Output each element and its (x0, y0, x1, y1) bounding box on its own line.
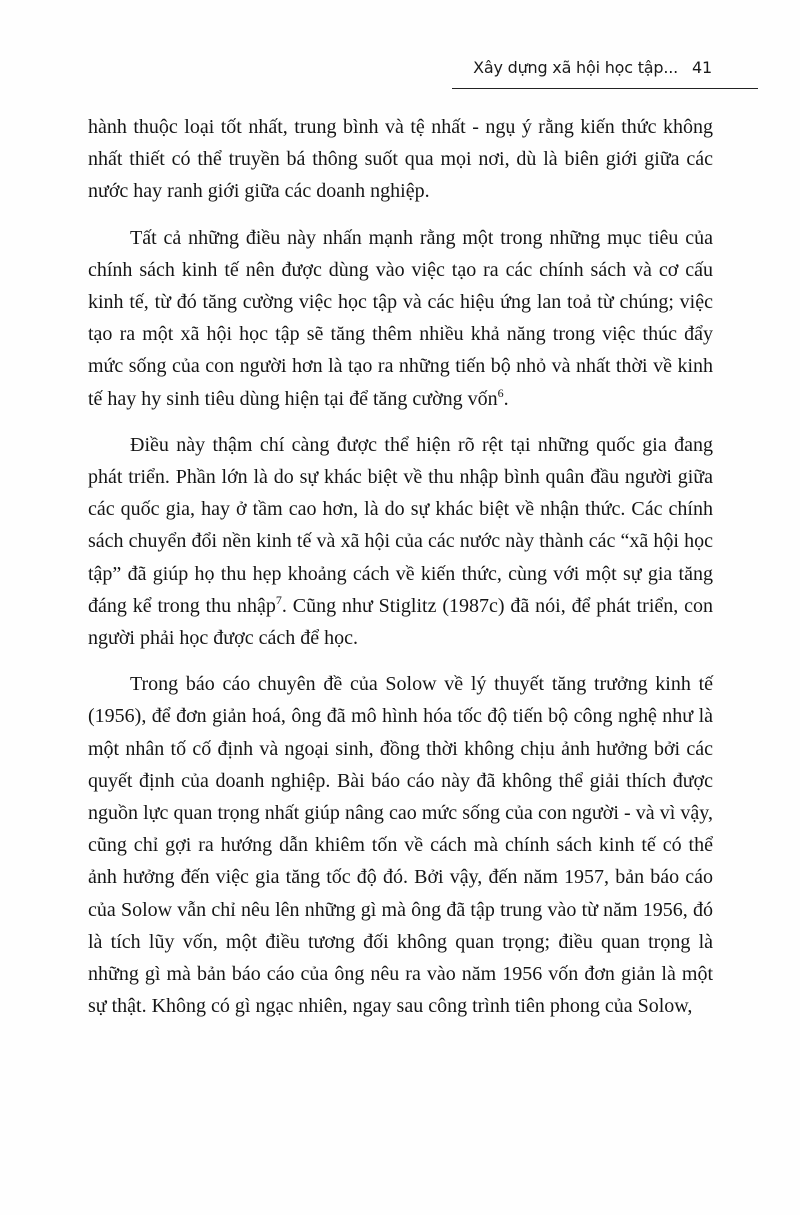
running-header (452, 58, 758, 89)
paragraph-3 (88, 429, 713, 654)
paragraph-3-end: . Cũng như Stiglitz (1987c) đã nói, để phát triển, con người phải học được cách để học. (88, 594, 714, 650)
body-text (88, 111, 713, 1036)
paragraph-4: Trong báo cáo chuyên đề của Solow về lý thuyết tăng trưởng kinh tế (1956), để đơn giản hoá, ông đã mô hình hóa tốc độ tiến bộ công nghệ như là một nhân tố cố định và ngoại sinh, đồng thời không chịu ảnh hưởng bởi các quyết định của doanh nghiệp. Bài báo cáo này đã không thể giải thích được nguồn lực quan trọng nhất giúp nâng cao mức sống của con người - và vì vậy, cũng chỉ gợi ra hướng dẫn khiêm tốn về cách mà chính sách kinh tế có thể ảnh hưởng đến việc gia tăng tốc độ đó. Bởi vậy, đến năm 1957, bản báo cáo của Solow vẫn chỉ nêu lên những gì mà ông đã tập trung vào từ năm 1956, đó là tích lũy vốn, một điều tương đối không quan trọng; điều quan trọng là những gì mà bản báo cáo của ông nêu ra vào năm 1956 vốn đơn giản là một sự thật. Không có gì ngạc nhiên, ngay sau công trình tiên phong của Solow, (88, 673, 713, 1018)
paragraph-1: hành thuộc loại tốt nhất, trung bình và tệ nhất - ngụ ý rằng kiến thức không nhất thiết có thể truyền bá thông suốt qua mọi nơi, dù là biên giới giữa các nước hay ranh giới giữa các doanh nghiệp. (88, 116, 713, 203)
paragraph-2-end: . (503, 387, 509, 410)
page-number: 41 (692, 58, 712, 77)
running-title: Xây dựng xã hội học tập... (473, 58, 679, 77)
paragraph-2 (88, 222, 713, 415)
footnote-ref-6: 6 (497, 385, 504, 400)
paragraph-2-text: Tất cả những điều này nhấn mạnh rằng một trong những mục tiêu của chính sách kinh tế nên được dùng vào việc tạo ra các chính sách và cơ cấu kinh tế, từ đó tăng cường việc học tập và các hiệu ứng lan toả từ chúng; việc tạo ra một xã hội học tập sẽ tăng thêm nhiều khả năng trong việc thúc đẩy mức sống của con người hơn là tạo ra những tiến bộ nhỏ và nhất thời về kinh tế hay hy sinh tiêu dùng hiện tại để tăng cường vốn (88, 226, 713, 410)
footnote-ref-7: 7 (275, 592, 282, 607)
paragraph-3-text: Điều này thậm chí càng được thể hiện rõ rệt tại những quốc gia đang phát triển. Phần lớn là do sự khác biệt về thu nhập bình quân đầu người giữa các quốc gia, hay ở tầm cao hơn, là do sự khác biệt về nhận thức. Các chính sách chuyển đổi nền kinh tế và xã hội của các nước này thành các “xã hội học tập” đã giúp họ thu hẹp khoảng cách về kiến thức, cùng với một sự gia tăng đáng kể trong thu nhập (88, 433, 713, 617)
